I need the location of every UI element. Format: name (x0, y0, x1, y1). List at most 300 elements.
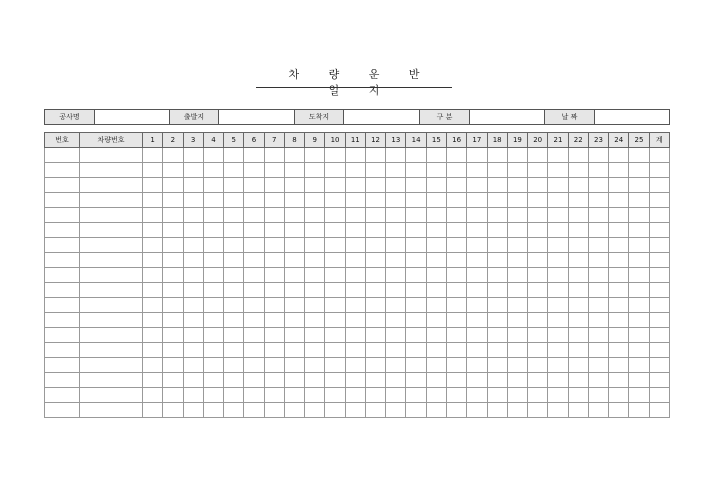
grid-cell[interactable] (45, 358, 80, 373)
grid-cell[interactable] (325, 403, 345, 418)
grid-cell[interactable] (224, 253, 244, 268)
grid-cell[interactable] (507, 208, 527, 223)
grid-cell[interactable] (264, 268, 284, 283)
grid-cell[interactable] (183, 298, 203, 313)
grid-cell[interactable] (305, 223, 325, 238)
grid-cell[interactable] (528, 208, 548, 223)
grid-cell[interactable] (365, 283, 385, 298)
grid-cell[interactable] (487, 358, 507, 373)
grid-cell[interactable] (609, 343, 629, 358)
grid-cell[interactable] (609, 388, 629, 403)
grid-cell[interactable] (467, 283, 487, 298)
grid-cell[interactable] (284, 403, 304, 418)
grid-cell[interactable] (426, 193, 446, 208)
grid-cell[interactable] (507, 373, 527, 388)
arrival-field[interactable] (344, 110, 420, 125)
grid-cell[interactable] (426, 163, 446, 178)
category-field[interactable] (470, 110, 545, 125)
departure-field[interactable] (219, 110, 295, 125)
grid-cell[interactable] (649, 313, 669, 328)
grid-cell[interactable] (80, 208, 143, 223)
grid-cell[interactable] (183, 403, 203, 418)
grid-cell[interactable] (183, 343, 203, 358)
grid-cell[interactable] (284, 283, 304, 298)
grid-cell[interactable] (264, 148, 284, 163)
grid-cell[interactable] (80, 298, 143, 313)
grid-cell[interactable] (487, 208, 507, 223)
grid-cell[interactable] (163, 388, 183, 403)
grid-cell[interactable] (80, 343, 143, 358)
grid-cell[interactable] (568, 223, 588, 238)
grid-cell[interactable] (45, 223, 80, 238)
grid-cell[interactable] (446, 238, 466, 253)
grid-cell[interactable] (406, 343, 426, 358)
grid-cell[interactable] (548, 208, 568, 223)
grid-cell[interactable] (284, 298, 304, 313)
grid-cell[interactable] (487, 283, 507, 298)
grid-cell[interactable] (264, 253, 284, 268)
grid-cell[interactable] (406, 298, 426, 313)
grid-cell[interactable] (325, 373, 345, 388)
grid-cell[interactable] (365, 178, 385, 193)
grid-cell[interactable] (588, 283, 608, 298)
grid-cell[interactable] (406, 178, 426, 193)
grid-cell[interactable] (548, 358, 568, 373)
grid-cell[interactable] (568, 328, 588, 343)
grid-cell[interactable] (224, 373, 244, 388)
grid-cell[interactable] (649, 223, 669, 238)
grid-cell[interactable] (467, 358, 487, 373)
grid-cell[interactable] (467, 298, 487, 313)
grid-cell[interactable] (264, 298, 284, 313)
grid-cell[interactable] (507, 343, 527, 358)
grid-cell[interactable] (203, 403, 223, 418)
grid-cell[interactable] (568, 373, 588, 388)
grid-cell[interactable] (548, 193, 568, 208)
grid-cell[interactable] (507, 313, 527, 328)
grid-cell[interactable] (80, 148, 143, 163)
grid-cell[interactable] (629, 358, 649, 373)
grid-cell[interactable] (649, 208, 669, 223)
grid-cell[interactable] (386, 223, 406, 238)
grid-cell[interactable] (548, 253, 568, 268)
grid-cell[interactable] (325, 178, 345, 193)
grid-cell[interactable] (568, 178, 588, 193)
grid-cell[interactable] (183, 178, 203, 193)
grid-cell[interactable] (406, 268, 426, 283)
grid-cell[interactable] (305, 388, 325, 403)
grid-cell[interactable] (467, 403, 487, 418)
grid-cell[interactable] (487, 403, 507, 418)
grid-cell[interactable] (45, 253, 80, 268)
grid-cell[interactable] (143, 238, 163, 253)
grid-cell[interactable] (163, 268, 183, 283)
grid-cell[interactable] (345, 343, 365, 358)
grid-cell[interactable] (649, 358, 669, 373)
company-field[interactable] (95, 110, 170, 125)
grid-cell[interactable] (446, 373, 466, 388)
grid-cell[interactable] (487, 313, 507, 328)
grid-cell[interactable] (244, 328, 264, 343)
grid-cell[interactable] (365, 193, 385, 208)
grid-cell[interactable] (80, 238, 143, 253)
grid-cell[interactable] (528, 343, 548, 358)
grid-cell[interactable] (528, 403, 548, 418)
grid-cell[interactable] (325, 268, 345, 283)
grid-cell[interactable] (426, 268, 446, 283)
grid-cell[interactable] (264, 373, 284, 388)
grid-cell[interactable] (163, 283, 183, 298)
grid-cell[interactable] (264, 358, 284, 373)
grid-cell[interactable] (588, 373, 608, 388)
grid-cell[interactable] (143, 253, 163, 268)
grid-cell[interactable] (548, 298, 568, 313)
grid-cell[interactable] (45, 148, 80, 163)
grid-cell[interactable] (609, 148, 629, 163)
grid-cell[interactable] (649, 373, 669, 388)
grid-cell[interactable] (487, 343, 507, 358)
grid-cell[interactable] (284, 193, 304, 208)
grid-cell[interactable] (528, 298, 548, 313)
grid-cell[interactable] (345, 148, 365, 163)
grid-cell[interactable] (345, 238, 365, 253)
grid-cell[interactable] (487, 328, 507, 343)
grid-cell[interactable] (528, 193, 548, 208)
grid-cell[interactable] (325, 208, 345, 223)
grid-cell[interactable] (588, 268, 608, 283)
grid-cell[interactable] (224, 148, 244, 163)
grid-cell[interactable] (325, 328, 345, 343)
grid-cell[interactable] (305, 148, 325, 163)
grid-cell[interactable] (244, 148, 264, 163)
grid-cell[interactable] (588, 208, 608, 223)
grid-cell[interactable] (244, 313, 264, 328)
grid-cell[interactable] (325, 148, 345, 163)
grid-cell[interactable] (284, 373, 304, 388)
grid-cell[interactable] (305, 298, 325, 313)
grid-cell[interactable] (446, 148, 466, 163)
grid-cell[interactable] (80, 328, 143, 343)
grid-cell[interactable] (548, 403, 568, 418)
grid-cell[interactable] (203, 208, 223, 223)
grid-cell[interactable] (507, 148, 527, 163)
grid-cell[interactable] (203, 148, 223, 163)
grid-cell[interactable] (426, 178, 446, 193)
grid-cell[interactable] (163, 328, 183, 343)
grid-cell[interactable] (487, 223, 507, 238)
grid-cell[interactable] (325, 193, 345, 208)
grid-cell[interactable] (203, 253, 223, 268)
grid-cell[interactable] (365, 343, 385, 358)
grid-cell[interactable] (609, 178, 629, 193)
grid-cell[interactable] (224, 238, 244, 253)
grid-cell[interactable] (264, 208, 284, 223)
grid-cell[interactable] (649, 193, 669, 208)
grid-cell[interactable] (143, 313, 163, 328)
grid-cell[interactable] (244, 268, 264, 283)
grid-cell[interactable] (45, 403, 80, 418)
grid-cell[interactable] (507, 358, 527, 373)
grid-cell[interactable] (80, 313, 143, 328)
grid-cell[interactable] (143, 358, 163, 373)
grid-cell[interactable] (609, 298, 629, 313)
grid-cell[interactable] (568, 163, 588, 178)
grid-cell[interactable] (203, 328, 223, 343)
grid-cell[interactable] (264, 193, 284, 208)
grid-cell[interactable] (426, 388, 446, 403)
grid-cell[interactable] (45, 328, 80, 343)
grid-cell[interactable] (203, 388, 223, 403)
grid-cell[interactable] (264, 178, 284, 193)
grid-cell[interactable] (365, 328, 385, 343)
grid-cell[interactable] (386, 163, 406, 178)
grid-cell[interactable] (507, 283, 527, 298)
grid-cell[interactable] (386, 328, 406, 343)
grid-cell[interactable] (609, 313, 629, 328)
grid-cell[interactable] (203, 268, 223, 283)
grid-cell[interactable] (163, 298, 183, 313)
grid-cell[interactable] (143, 343, 163, 358)
grid-cell[interactable] (305, 268, 325, 283)
grid-cell[interactable] (406, 388, 426, 403)
grid-cell[interactable] (467, 193, 487, 208)
grid-cell[interactable] (284, 268, 304, 283)
grid-cell[interactable] (568, 343, 588, 358)
grid-cell[interactable] (446, 163, 466, 178)
grid-cell[interactable] (224, 298, 244, 313)
grid-cell[interactable] (507, 238, 527, 253)
grid-cell[interactable] (487, 193, 507, 208)
grid-cell[interactable] (80, 283, 143, 298)
grid-cell[interactable] (426, 298, 446, 313)
grid-cell[interactable] (548, 148, 568, 163)
grid-cell[interactable] (284, 148, 304, 163)
grid-cell[interactable] (224, 283, 244, 298)
grid-cell[interactable] (528, 373, 548, 388)
grid-cell[interactable] (45, 388, 80, 403)
grid-cell[interactable] (203, 373, 223, 388)
grid-cell[interactable] (365, 298, 385, 313)
grid-cell[interactable] (649, 283, 669, 298)
grid-cell[interactable] (467, 223, 487, 238)
grid-cell[interactable] (345, 163, 365, 178)
grid-cell[interactable] (325, 238, 345, 253)
grid-cell[interactable] (426, 253, 446, 268)
grid-cell[interactable] (386, 283, 406, 298)
grid-cell[interactable] (629, 298, 649, 313)
grid-cell[interactable] (588, 358, 608, 373)
grid-cell[interactable] (284, 178, 304, 193)
grid-cell[interactable] (426, 403, 446, 418)
grid-cell[interactable] (386, 268, 406, 283)
grid-cell[interactable] (365, 253, 385, 268)
grid-cell[interactable] (264, 238, 284, 253)
grid-cell[interactable] (649, 343, 669, 358)
grid-cell[interactable] (264, 343, 284, 358)
grid-cell[interactable] (446, 388, 466, 403)
grid-cell[interactable] (426, 148, 446, 163)
grid-cell[interactable] (446, 178, 466, 193)
grid-cell[interactable] (345, 298, 365, 313)
grid-cell[interactable] (426, 238, 446, 253)
grid-cell[interactable] (649, 328, 669, 343)
grid-cell[interactable] (365, 388, 385, 403)
grid-cell[interactable] (386, 253, 406, 268)
grid-cell[interactable] (264, 388, 284, 403)
grid-cell[interactable] (446, 358, 466, 373)
grid-cell[interactable] (588, 178, 608, 193)
grid-cell[interactable] (629, 343, 649, 358)
grid-cell[interactable] (609, 358, 629, 373)
grid-cell[interactable] (345, 193, 365, 208)
grid-cell[interactable] (224, 358, 244, 373)
grid-cell[interactable] (507, 403, 527, 418)
grid-cell[interactable] (143, 403, 163, 418)
grid-cell[interactable] (386, 178, 406, 193)
grid-cell[interactable] (183, 268, 203, 283)
grid-cell[interactable] (426, 313, 446, 328)
grid-cell[interactable] (568, 388, 588, 403)
grid-cell[interactable] (507, 193, 527, 208)
grid-cell[interactable] (649, 268, 669, 283)
grid-cell[interactable] (305, 328, 325, 343)
grid-cell[interactable] (183, 328, 203, 343)
grid-cell[interactable] (244, 223, 264, 238)
grid-cell[interactable] (507, 253, 527, 268)
grid-cell[interactable] (426, 208, 446, 223)
grid-cell[interactable] (224, 163, 244, 178)
grid-cell[interactable] (406, 403, 426, 418)
grid-cell[interactable] (345, 403, 365, 418)
grid-cell[interactable] (568, 253, 588, 268)
grid-cell[interactable] (45, 373, 80, 388)
grid-cell[interactable] (345, 223, 365, 238)
grid-cell[interactable] (386, 313, 406, 328)
grid-cell[interactable] (487, 388, 507, 403)
grid-cell[interactable] (305, 373, 325, 388)
grid-cell[interactable] (609, 268, 629, 283)
grid-cell[interactable] (183, 208, 203, 223)
grid-cell[interactable] (244, 403, 264, 418)
grid-cell[interactable] (386, 148, 406, 163)
grid-cell[interactable] (143, 388, 163, 403)
grid-cell[interactable] (143, 208, 163, 223)
grid-cell[interactable] (45, 238, 80, 253)
grid-cell[interactable] (325, 313, 345, 328)
grid-cell[interactable] (406, 328, 426, 343)
grid-cell[interactable] (386, 358, 406, 373)
grid-cell[interactable] (588, 193, 608, 208)
grid-cell[interactable] (284, 358, 304, 373)
grid-cell[interactable] (426, 223, 446, 238)
grid-cell[interactable] (224, 403, 244, 418)
grid-cell[interactable] (528, 283, 548, 298)
grid-cell[interactable] (305, 343, 325, 358)
grid-cell[interactable] (45, 163, 80, 178)
grid-cell[interactable] (143, 268, 163, 283)
grid-cell[interactable] (244, 193, 264, 208)
grid-cell[interactable] (203, 358, 223, 373)
grid-cell[interactable] (548, 343, 568, 358)
grid-cell[interactable] (629, 268, 649, 283)
grid-cell[interactable] (487, 253, 507, 268)
grid-cell[interactable] (244, 388, 264, 403)
grid-cell[interactable] (507, 178, 527, 193)
grid-cell[interactable] (183, 193, 203, 208)
grid-cell[interactable] (629, 193, 649, 208)
grid-cell[interactable] (183, 253, 203, 268)
grid-cell[interactable] (446, 283, 466, 298)
grid-cell[interactable] (609, 373, 629, 388)
grid-cell[interactable] (588, 148, 608, 163)
grid-cell[interactable] (446, 343, 466, 358)
grid-cell[interactable] (467, 343, 487, 358)
grid-cell[interactable] (224, 313, 244, 328)
grid-cell[interactable] (365, 223, 385, 238)
grid-cell[interactable] (467, 268, 487, 283)
grid-cell[interactable] (345, 283, 365, 298)
grid-cell[interactable] (163, 343, 183, 358)
grid-cell[interactable] (163, 148, 183, 163)
grid-cell[interactable] (426, 373, 446, 388)
grid-cell[interactable] (426, 328, 446, 343)
grid-cell[interactable] (548, 163, 568, 178)
grid-cell[interactable] (588, 253, 608, 268)
grid-cell[interactable] (528, 253, 548, 268)
grid-cell[interactable] (264, 403, 284, 418)
grid-cell[interactable] (568, 268, 588, 283)
grid-cell[interactable] (45, 178, 80, 193)
grid-cell[interactable] (365, 148, 385, 163)
grid-cell[interactable] (609, 238, 629, 253)
grid-cell[interactable] (528, 313, 548, 328)
grid-cell[interactable] (45, 313, 80, 328)
grid-cell[interactable] (649, 163, 669, 178)
grid-cell[interactable] (406, 193, 426, 208)
grid-cell[interactable] (588, 313, 608, 328)
grid-cell[interactable] (163, 373, 183, 388)
grid-cell[interactable] (183, 313, 203, 328)
grid-cell[interactable] (143, 223, 163, 238)
grid-cell[interactable] (568, 358, 588, 373)
grid-cell[interactable] (345, 253, 365, 268)
grid-cell[interactable] (467, 373, 487, 388)
grid-cell[interactable] (305, 238, 325, 253)
grid-cell[interactable] (45, 298, 80, 313)
grid-cell[interactable] (305, 283, 325, 298)
grid-cell[interactable] (386, 373, 406, 388)
grid-cell[interactable] (426, 283, 446, 298)
grid-cell[interactable] (568, 238, 588, 253)
grid-cell[interactable] (284, 343, 304, 358)
grid-cell[interactable] (345, 358, 365, 373)
grid-cell[interactable] (548, 373, 568, 388)
grid-cell[interactable] (183, 163, 203, 178)
grid-cell[interactable] (629, 403, 649, 418)
grid-cell[interactable] (203, 283, 223, 298)
grid-cell[interactable] (305, 358, 325, 373)
grid-cell[interactable] (264, 223, 284, 238)
grid-cell[interactable] (487, 373, 507, 388)
grid-cell[interactable] (183, 373, 203, 388)
grid-cell[interactable] (568, 148, 588, 163)
grid-cell[interactable] (345, 268, 365, 283)
grid-cell[interactable] (528, 148, 548, 163)
grid-cell[interactable] (80, 178, 143, 193)
grid-cell[interactable] (487, 268, 507, 283)
grid-cell[interactable] (365, 358, 385, 373)
grid-cell[interactable] (609, 403, 629, 418)
